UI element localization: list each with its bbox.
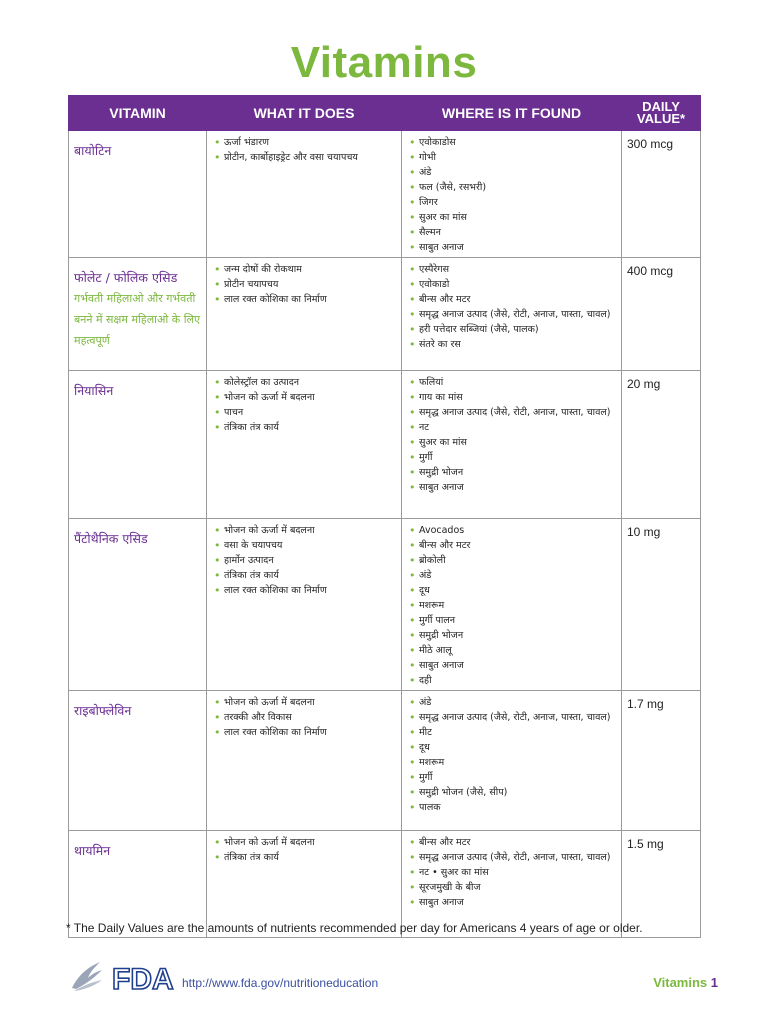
- vitamin-name: पैंटोथैनिक एसिड: [74, 531, 148, 546]
- page-number: [653, 975, 718, 990]
- list-item: • साबुत अनाज: [407, 658, 616, 673]
- what-it-does-cell: [207, 258, 402, 371]
- list-item: • मशरूम: [407, 598, 616, 613]
- list-item: • मीठे आलू: [407, 643, 616, 658]
- table-row: [69, 131, 701, 258]
- list-item: • समृद्ध अनाज उत्पाद (जैसे, रोटी, अनाज, पास्ता, चावल): [407, 710, 616, 725]
- hhs-eagle-logo: [66, 958, 106, 994]
- vitamin-name: नियासिन: [74, 383, 114, 398]
- list-item: • भोजन को ऊर्जा में बदलना: [212, 523, 396, 538]
- page-number-value: 1: [710, 975, 718, 990]
- daily-value-cell: 400 mcg: [622, 258, 701, 371]
- daily-value-cell: 10 mg: [622, 519, 701, 691]
- source-list: [407, 375, 616, 495]
- what-it-does-cell: [207, 691, 402, 831]
- list-item: • फल (जैसे, रसभरी): [407, 180, 616, 195]
- list-item: • नट: [407, 420, 616, 435]
- list-item: • प्रोटीन चयापचय: [212, 277, 396, 292]
- list-item: • एस्पैरेगस: [407, 262, 616, 277]
- function-list: [212, 835, 396, 865]
- page-title: Vitamins: [290, 38, 478, 87]
- column-header-daily-value: [622, 96, 701, 131]
- list-item: • पाचन: [212, 405, 396, 420]
- fda-logo: [110, 962, 176, 994]
- list-item: • समृद्ध अनाज उत्पाद (जैसे, रोटी, अनाज, पास्ता, चावल): [407, 405, 616, 420]
- vitamin-note: गर्भवती महिलाओ और गर्भवती बनने में सक्षम महिलाओ के लिए महत्वपूर्ण: [74, 292, 201, 347]
- vitamin-name: फोलेट / फोलिक एसिड: [74, 270, 178, 285]
- list-item: • मीट: [407, 725, 616, 740]
- source-list: [407, 135, 616, 255]
- source-list: [407, 695, 616, 815]
- list-item: • अंडे: [407, 568, 616, 583]
- list-item: • वसा के चयापचय: [212, 538, 396, 553]
- list-item: • तंत्रिका तंत्र कार्य: [212, 850, 396, 865]
- list-item: • समृद्ध अनाज उत्पाद (जैसे, रोटी, अनाज, पास्ता, चावल): [407, 850, 616, 865]
- list-item: • बीन्स और मटर: [407, 292, 616, 307]
- function-list: [212, 135, 396, 165]
- table-row: [69, 691, 701, 831]
- list-item: • समुद्री भोजन: [407, 628, 616, 643]
- list-item: • तंत्रिका तंत्र कार्य: [212, 568, 396, 583]
- list-item: • लाल रक्त कोशिका का निर्माण: [212, 583, 396, 598]
- table-header-row: [69, 96, 701, 131]
- what-it-does-cell: [207, 131, 402, 258]
- vitamin-cell: [69, 371, 207, 519]
- list-item: • मशरूम: [407, 755, 616, 770]
- vitamins-table: [68, 95, 701, 938]
- footer-url-link[interactable]: http://www.fda.gov/nutritioneducation: [182, 976, 379, 990]
- list-item: • हार्मोन उत्पादन: [212, 553, 396, 568]
- daily-value-header-line1: DAILY: [642, 99, 680, 114]
- vitamin-name: बायोटिन: [74, 143, 112, 158]
- list-item: • एवोकाडोस: [407, 135, 616, 150]
- list-item: • फलियां: [407, 375, 616, 390]
- where-found-cell: [402, 691, 622, 831]
- source-list: [407, 523, 616, 688]
- vitamin-cell: [69, 691, 207, 831]
- list-item: • ब्रोकोली: [407, 553, 616, 568]
- page-label: Vitamins: [653, 975, 708, 990]
- column-header-where-found: WHERE IS IT FOUND: [402, 96, 622, 131]
- list-item: • हरी पत्तेदार सब्जियां (जैसे, पालक): [407, 322, 616, 337]
- list-item: • समृद्ध अनाज उत्पाद (जैसे, रोटी, अनाज, पास्ता, चावल): [407, 307, 616, 322]
- list-item: • पालक: [407, 800, 616, 815]
- where-found-cell: [402, 519, 622, 691]
- daily-value-cell: 1.7 mg: [622, 691, 701, 831]
- list-item: • जन्म दोषों की रोकथाम: [212, 262, 396, 277]
- footnote: * The Daily Values are the amounts of nutrients recommended per day for Americans 4 years of age or older.: [66, 921, 643, 935]
- function-list: [212, 262, 396, 307]
- list-item: • सुअर का मांस: [407, 435, 616, 450]
- fda-logo-text: FDA: [112, 963, 174, 994]
- list-item: • सुअर का मांस: [407, 210, 616, 225]
- list-item: • साबुत अनाज: [407, 895, 616, 910]
- list-item: • भोजन को ऊर्जा में बदलना: [212, 390, 396, 405]
- daily-value-cell: 300 mcg: [622, 131, 701, 258]
- list-item: • भोजन को ऊर्जा में बदलना: [212, 835, 396, 850]
- list-item: • Avocados: [407, 523, 616, 538]
- table-row: [69, 371, 701, 519]
- function-list: [212, 375, 396, 435]
- list-item: • अंडे: [407, 165, 616, 180]
- list-item: • ऊर्जा भंडारण: [212, 135, 396, 150]
- list-item: • बीन्स और मटर: [407, 835, 616, 850]
- list-item: • मुर्गी पालन: [407, 613, 616, 628]
- what-it-does-cell: [207, 371, 402, 519]
- table-body: [69, 131, 701, 938]
- list-item: • जिगर: [407, 195, 616, 210]
- list-item: • गाय का मांस: [407, 390, 616, 405]
- list-item: • तरक्की और विकास: [212, 710, 396, 725]
- list-item: • नट • सुअर का मांस: [407, 865, 616, 880]
- list-item: • तंत्रिका तंत्र कार्य: [212, 420, 396, 435]
- vitamin-name: थायमिन: [74, 843, 111, 858]
- daily-value-header-line2: VALUE*: [636, 111, 686, 126]
- table-row: [69, 519, 701, 691]
- daily-value-cell: 1.5 mg: [622, 831, 701, 938]
- source-list: [407, 835, 616, 910]
- vitamin-cell: [69, 258, 207, 371]
- list-item: • समुद्री भोजन (जैसे, सीप): [407, 785, 616, 800]
- list-item: • भोजन को ऊर्जा में बदलना: [212, 695, 396, 710]
- list-item: • गोभी: [407, 150, 616, 165]
- where-found-cell: [402, 371, 622, 519]
- vitamin-cell: [69, 519, 207, 691]
- list-item: • साबुत अनाज: [407, 240, 616, 255]
- list-item: • लाल रक्त कोशिका का निर्माण: [212, 725, 396, 740]
- vitamin-cell: [69, 131, 207, 258]
- list-item: • दूध: [407, 583, 616, 598]
- list-item: • प्रोटीन, कार्बोहाइड्रेट और वसा चयापचय: [212, 150, 396, 165]
- function-list: [212, 523, 396, 598]
- list-item: • दूध: [407, 740, 616, 755]
- where-found-cell: [402, 131, 622, 258]
- list-item: • संतरे का रस: [407, 337, 616, 352]
- list-item: • बीन्स और मटर: [407, 538, 616, 553]
- list-item: • दही: [407, 673, 616, 688]
- list-item: • समुद्री भोजन: [407, 465, 616, 480]
- list-item: • अंडे: [407, 695, 616, 710]
- where-found-cell: [402, 258, 622, 371]
- list-item: • मुर्गी: [407, 450, 616, 465]
- list-item: • सैल्मन: [407, 225, 616, 240]
- function-list: [212, 695, 396, 740]
- list-item: • सूरजमुखी के बीज: [407, 880, 616, 895]
- list-item: • मुर्गी: [407, 770, 616, 785]
- source-list: [407, 262, 616, 352]
- list-item: • साबुत अनाज: [407, 480, 616, 495]
- column-header-what-it-does: WHAT IT DOES: [207, 96, 402, 131]
- list-item: • लाल रक्त कोशिका का निर्माण: [212, 292, 396, 307]
- list-item: • कोलेस्ट्रॉल का उत्पादन: [212, 375, 396, 390]
- column-header-vitamin: VITAMIN: [69, 96, 207, 131]
- list-item: • एवोकाडो: [407, 277, 616, 292]
- vitamin-name: राइबोफ्लेविन: [74, 703, 132, 718]
- what-it-does-cell: [207, 519, 402, 691]
- daily-value-cell: 20 mg: [622, 371, 701, 519]
- table-row: [69, 258, 701, 371]
